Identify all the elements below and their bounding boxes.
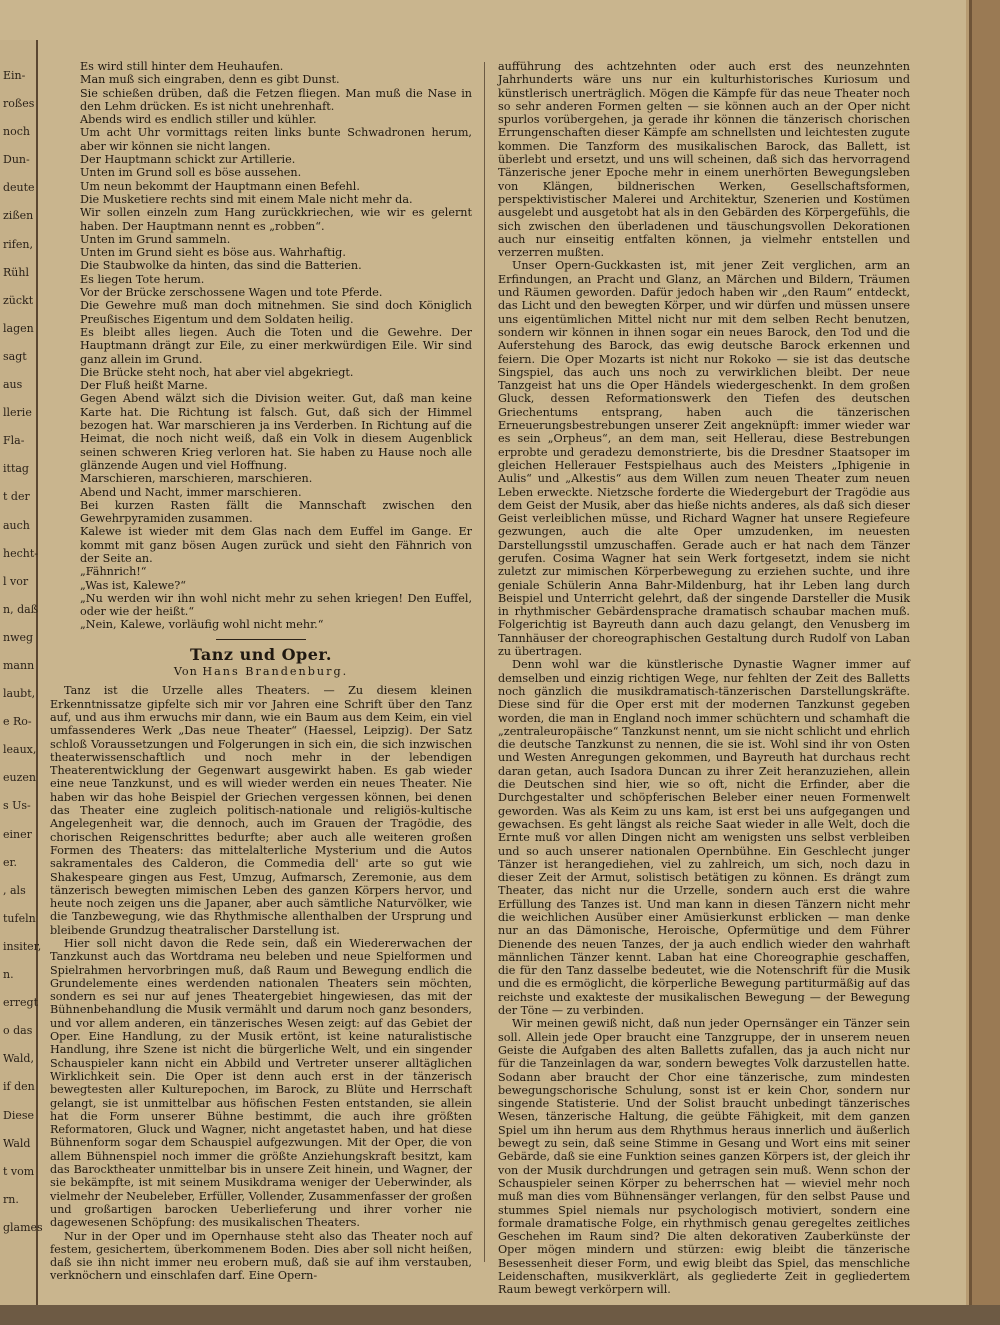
- previous-page-fragment: auch: [3, 518, 30, 532]
- previous-page-fragment: llerie: [3, 406, 32, 420]
- article-paragraph: Unser Opern-Guckkasten ist, mit jener Zeit verglichen, arm an Erfindungen, an Pracht und Glanz, an Märchen und Bildern, Träumen und Räumen geworden. Dafür jedoch haben wir „den Raum“ entdeckt, das Licht und den bewegten Körper, und wir dürfen und müssen unsere uns eigentümlichen Mittel nicht nur mit dem selben Recht benutzen, sondern wir können in ihnen sogar ein neues Barock, den Tod und die Auferstehung des Barock, das ewig deutsche Barock erkennen und feiern. Die Oper Mozarts ist nicht nur Rokoko — sie ist das deutsche Singspiel, das auch uns noch zu verwirklichen bleibt. Der neue Tanzgeist hat uns die Oper Händels wiedergeschenkt. In dem großen Gluck, dessen Reformationswerk den Tiefen des deutschen Griechentums entsprang, haben auch die tänzerischen Erneuerungsbestrebungen unserer Zeit angeknüpft: immer wieder war es sein „Orpheus“, an dem man, seit Hellerau, diese Bestrebungen erprobte und geradezu demonstrierte, bis die Dresdner Staatsoper im gleichen Hellerauer Festspielhaus auch des Meisters „Iphigenie in Aulis“ und „Alkestis“ aus dem Willen zum neuen Theater zum neuen Leben erweckte. Nietzsche forderte die Wiedergeburt der Tragödie aus dem Geist der Musik, aber das hieße nichts anderes, als daß sich dieser Geist verleiblichen müsse, und Richard Wagner hat unsere Regiefeure gezwungen, auch die alte Oper umzudenken, im neuesten Darstellungsstil umzuschaffen. Gerade auch er hat nach dem Tänzer gerufen. Cosima Wagner hat sein Werk fortgesetzt, indem sie nicht zuletzt zur mimischen Körperbewegung zu erziehen suchte, und ihre geniale Schülerin Anna Bahr-Mildenburg, hat ihr Leben lang durch Beispiel und Unterricht gelehrt, daß der singende Darsteller die Musik in rhythmischer Gebärdensprache dramatisch schaubar machen muß. Folgerichtig ist Bayreuth dann auch dazu gelangt, den Venusberg im Tannhäuser der choreographischen Gestaltung durch Rudolf von Laban zu übertragen.: [498, 259, 910, 659]
- article-paragraph: Denn wohl war die künstlerische Dynastie Wagner immer auf demselben und einzig richtigen Wege, nur fehlten der Zeit des Balletts noch gänzlich die musikdramatisch-tänzerischen Darstellungskräfte. Diese sind für die Oper erst mit der modernen Tanzkunst gegeben worden, die man in England noch immer schüchtern und schamhaft die „zentraleuropäische“ Tanzkunst nennt, um sie nicht schlicht und ehrlich die deutsche Tanzkunst zu nennen, die sie ist. Wohl sind ihr von Osten und Westen Anregungen gekommen, und Bayreuth hat durchaus recht daran getan, auch Isadora Duncan zu ihrer Zeit heranzuziehen, allein die Deutschen sind hier, wie so oft, nicht die Erfinder, aber die Durchgestalter und schöpferischen Beleber einer neuen Formenwelt geworden. Was als Keim zu uns kam, ist erst bei uns aufgegangen und gewachsen. Es geht längst als reiche Saat wieder in alle Welt, doch die Ernte muß vor allen Dingen nicht am wenigsten uns selbst verbleiben und so auch unserer nationalen Opernbühne. Ein Geschlecht junger Tänzer ist herangediehen, viel zu zahlreich, um sich, noch dazu in dieser Zeit der Armut, solistisch betätigen zu können. Es drängt zum Theater, das nicht nur die Urzelle, sondern auch erst die wahre Erfüllung des Tanzes ist. Und man kann in diesen Tänzern nicht mehr die weichlichen Ausüber einer Amüsierkunst erblicken — man denke nur an das Dämonische, Heroische, Opfermütige und dem Führer Dienende des neuen Tanzes, der ja auch endlich wieder den wahrhaft männlichen Tänzer kennt. Laban hat eine Choreographie geschaffen, die für den Tanz dasselbe bedeutet, wie die Notenschrift für die Musik und die es ermöglicht, die körperliche Bewegung partiturmäßig auf das reichste und exakteste der musikalischen Bewegung — der Bewegung der Töne — zu verbinden.: [498, 658, 910, 1018]
- story-line: „Fähnrich!“: [80, 565, 147, 579]
- previous-page-fragment: if den: [3, 1080, 35, 1094]
- story-line: Es wird still hinter dem Heuhaufen.: [80, 60, 284, 73]
- story-line: Die Brücke steht noch, hat aber viel abgekriegt.: [80, 365, 354, 379]
- binding-edge: [969, 0, 1000, 1325]
- previous-page-fragment: laubt,: [3, 687, 36, 701]
- story-line: Es liegen Tote herum.: [80, 272, 205, 286]
- previous-page-fragment: sagt: [3, 349, 27, 363]
- previous-page-fragment: Wald: [3, 1136, 31, 1150]
- previous-page-edge: [0, 40, 43, 1305]
- right-column: [498, 60, 910, 1297]
- story-line: Der Hauptmann schickt zur Artillerie.: [80, 153, 296, 167]
- previous-page-fragment: zückt: [3, 293, 34, 307]
- previous-page-fragment: aus: [3, 378, 23, 392]
- previous-page-fragment: t der: [3, 490, 30, 504]
- previous-page-fragment: er.: [3, 855, 18, 869]
- left-column: [50, 60, 472, 1283]
- article-paragraph: aufführung des achtzehnten oder auch erst des neunzehnten Jahrhunderts wäre uns nur ein kulturhistorisches Kuriosum und künstlerisch unerträglich. Mögen die Kämpfe für das neue Theater noch so sehr anderen Formen gelten — sie können auch an der Oper nicht spurlos vorübergehen, ja gerade ihr können die tänzerisch chorischen Errungenschaften dieser Kämpfe am schnellsten und leichtesten zugute kommen. Die Tanzform des musikalischen Barock, das Ballett, ist überlebt und ersetzt, und uns will scheinen, daß sich das hervorragend Tänzerische jener Epoche mehr in einem unerhörten Bewegungsleben von Klängen, bildnerischen Werken, Gesellschaftsformen, perspektivistischer Malerei und Architektur, Szenerien und Kostümen ausgelebt und ausgetobt hat als in den Gebärden des Körpergefühls, die sich zwischen den überladenen und täuschungsvollen Dekorationen auch nur einseitig entfalten können, ja vielmehr entstellen und verzerren mußten.: [498, 60, 910, 260]
- story-line: Kalewe ist wieder mit dem Glas nach dem Euffel im Gange. Er kommt mit ganz bösen Augen zurück und sieht den Fähnrich von der Seite an.: [80, 525, 472, 565]
- previous-page-fragment: Dun-: [3, 153, 30, 167]
- previous-page-fragment: s Us-: [3, 799, 31, 813]
- story-line: Die Staubwolke da hinten, das sind die Batterien.: [80, 259, 362, 273]
- previous-page-fragment: einer: [3, 827, 32, 841]
- story-line: Die Gewehre muß man doch mitnehmen. Sie sind doch Königlich Preußisches Eigentum und dem Soldaten heilig.: [80, 299, 472, 326]
- story-line: „Was ist, Kalewe?“: [80, 578, 186, 592]
- previous-page-fragment: insiter,: [3, 939, 42, 953]
- article-paragraph: Hier soll nicht davon die Rede sein, daß ein Wiedererwachen der Tanzkunst auch das Wortdrama neu beleben und neue Spielformen und Spielrahmen hervorbringen muß, daß Raum und Bewegung endlich die Grundelemente eines werdenden nationalen Theaters sein möchten, sondern es sei nur auf jenes Theatergebiet hingewiesen, das mit der Bühnenbehandlung die Musik vermählt und darum noch ganz besonders, und vor allem anderen, ein tänzerisches Wesen zeigt: auf das Gebiet der Oper. Eine Handlung, zu der Musik ertönt, ist keine naturalistische Handlung, ihre Szene ist nicht die bürgerliche Welt, und ein singender Schauspieler kann nicht ein Abbild und Vertreter unserer alltäglichen Wirklichkeit sein. Die Oper ist denn auch erst in der tänzerisch bewegtesten aller Kulturepochen, im Barock, zu Blüte und Herrschaft gelangt, sie ist unmittelbar aus höfischen Festen entstanden, sie allein hat die Form unserer Bühne bestimmt, die auch ihre größten Reformatoren, Gluck und Wagner, nicht angetastet haben, und hat diese Bühnenform sogar dem Schauspiel aufgezwungen. Mit der Oper, die von allem Bühnenspiel noch immer die größte Anziehungskraft besitzt, kam das Barocktheater unmittelbar bis in unsere Zeit hinein, und Wagner, der sie bekämpfte, ist mit seinem Musikdrama weniger der Ueberwinder, als vielmehr der Neubeleber, Erfüller, Vollender, Zusammenfasser der großen und großartigen barocken Ueberlieferung und ihrer vorher nie dagewesenen Schöpfung: des musikalischen Theaters.: [50, 937, 472, 1230]
- byline-prefix: Von: [173, 665, 198, 679]
- story-line: Der Fluß heißt Marne.: [80, 379, 208, 393]
- previous-page-fragment: rn.: [3, 1192, 19, 1206]
- previous-page-fragment: Wald,: [3, 1052, 34, 1066]
- story-line: Wir sollen einzeln zum Hang zurückkriechen, wie wir es gelernt haben. Der Hauptmann nennt es „robben“.: [80, 206, 472, 233]
- previous-page-fragment: hecht-: [3, 546, 38, 560]
- previous-page-fragment: n.: [3, 968, 14, 982]
- previous-page-fragment: leaux,: [3, 743, 37, 757]
- previous-page-fragment: t vom: [3, 1164, 35, 1178]
- previous-page-fragment: euzen: [3, 771, 36, 785]
- story-ending: [50, 60, 472, 632]
- previous-page-fragment: erregt: [3, 996, 38, 1010]
- story-line: „Nu werden wir ihn wohl nicht mehr zu sehen kriegen! Den Euffel, oder wie der heißt.“: [80, 591, 472, 619]
- story-line: Abend und Nacht, immer marschieren.: [80, 485, 302, 499]
- previous-page-fragment: zißen: [3, 209, 34, 223]
- story-line: „Nein, Kalewe, vorläufig wohl nicht mehr.“: [80, 618, 324, 632]
- story-line: Unten im Grund soll es böse aussehen.: [80, 166, 302, 180]
- story-line: Man muß sich eingraben, denn es gibt Dunst.: [80, 73, 340, 87]
- previous-page-fragment: rifen,: [3, 237, 33, 251]
- story-line: Vor der Brücke zerschossene Wagen und tote Pferde.: [80, 286, 383, 300]
- previous-page-fragment: noch: [3, 125, 30, 139]
- previous-page-fragment: o das: [3, 1024, 33, 1038]
- story-line: Gegen Abend wälzt sich die Division weiter. Gut, daß man keine Karte hat. Die Richtung ist falsch. Gut, daß sich der Himmel bezogen hat. War marschieren ja ins Verderben. In Richtung auf die Heimat, die noch nicht weiß, daß ein Volk in diesem Augenblick seinen schweren Krieg verloren hat. Sie haben zu Hause noch alle glänzende Augen und viel Hoffnung.: [80, 392, 472, 472]
- article-paragraph: Tanz ist die Urzelle alles Theaters. — Zu diesem kleinen Erkenntnissatze gipfelte sich mir vor Jahren eine Schrift über den Tanz auf, und aus ihm erwuchs mir dann, wie ein Baum aus dem Keim, ein viel umfassenderes Werk „Das neue Theater“ (Haessel, Leipzig). Der Satz schloß Voraussetzungen und Folgerungen in sich ein, die sich inzwischen theaterwissenschaftlich und noch mehr in der lebendigen Theaterentwicklung der Gegenwart ausgewirkt haben. Es gab wieder eine neue Tanzkunst, und es will wieder werden ein neues Theater. Nie haben wir das hohe Beispiel der Griechen vergessen können, bei denen das Theater eine zugleich politisch-nationale und religiös-kultische Angelegenheit war, die dennoch, auch im Grauen der Tragödie, des chorischen Reigenschrittes bedurfte; aber auch alle weiteren großen Formen des Theaters: das mittelalterliche Mysterium und die Autos sakramentales des Calderon, die Commedia dell' arte so gut wie Shakespeare gingen aus Fest, Umzug, Aufmarsch, Zeremonie, aus dem tänzerisch bewegten mimischen Leben des ganzen Körpers hervor, und heute noch zeigen uns die Japaner, aber auch sämtliche Naturvölker, wie die Tanzbewegung, wie das Rhythmische allenthalben der Ursprung und bleibende Grundzug theatralischer Darstellung ist.: [50, 684, 472, 937]
- previous-page-fragment: Fla-: [3, 434, 25, 448]
- previous-page-fragment: glames: [3, 1220, 43, 1234]
- article-paragraph: Nur in der Oper und im Opernhause steht also das Theater noch auf festem, gesichertem, überkommenem Boden. Dies aber soll nicht heißen, daß sie ihn nicht immer neu erobern muß, daß sie auf ihm verstauben, verknöchern und einschlafen darf. Eine Opern-: [50, 1229, 472, 1283]
- previous-page-fragment: Diese: [3, 1108, 35, 1122]
- previous-page-fragment: n, daß: [3, 602, 39, 616]
- article-title: Tanz und Oper.: [190, 644, 332, 664]
- previous-page-fragment: Rühl: [3, 265, 29, 279]
- story-line: Die Musketiere rechts sind mit einem Male nicht mehr da.: [80, 192, 413, 206]
- story-line: Unten im Grund sammeln.: [80, 232, 231, 246]
- story-line: Sie schießen drüben, daß die Fetzen fliegen. Man muß die Nase in den Lehm drücken. Es ist nicht unehrenhaft.: [80, 86, 472, 113]
- story-line: Abends wird es endlich stiller und kühler.: [80, 113, 317, 127]
- previous-page-fragment: ittag: [3, 462, 29, 476]
- article-paragraph: Wir meinen gewiß nicht, daß nun jeder Opernsänger ein Tänzer sein soll. Allein jede Oper braucht eine Tanzgruppe, der in unserem neuen Geiste die Aufgaben des alten Balletts zufallen, das ja auch nicht nur für die Tanzeinlagen da war, sondern bewegtes Volk darzustellen hatte. Sodann aber braucht der Chor eine tänzerische, zum mindesten bewegungschorische Schulung, sonst ist er kein Chor, sondern nur singende Statisterie. Und der Solist braucht unbedingt tänzerisches Wesen, tänzerische Haltung, die geübte Fähigkeit, mit dem ganzen Spiel um ihn herum aus dem Rhythmus heraus innerlich und äußerlich bewegt zu sein, daß seine Stimme in Gesang und Wort eins mit seiner Gebärde, daß sie eine Funktion seines ganzen Körpers ist, der gleich ihr von der Musik durchdrungen und getragen sein muß. Wenn schon der Schauspieler seinen Körper zu beherrschen hat — wieviel mehr noch muß man dies vom Bühnensänger verlangen, für den selbst Pause und stummes Spiel niemals nur psychologisch motiviert, sondern eine formale dramatische Folge, ein rhythmisch genau geregeltes zeitliches Geschehen im Raum sind? Die alten dekorativen Zauberkünste der Oper mögen mindern und stürzen: ewig bleibt die tänzerische Besessenheit dieser Form, und ewig bleibt das Spiel, das menschliche Leidenschaften, musikverklärt, als gegliederte Zeit in gegliedertem Raum bewegt verkörpern will.: [498, 1017, 910, 1297]
- story-line: Um acht Uhr vormittags reiten links bunte Schwadronen herum, aber wir können sie nicht langen.: [80, 126, 472, 153]
- previous-page-fragment: , als: [3, 883, 26, 897]
- bottom-edge: [0, 1305, 1000, 1325]
- section-divider: [216, 639, 306, 640]
- previous-page-fragment: roßes: [3, 97, 35, 111]
- previous-page-fragment: mann: [3, 659, 35, 672]
- story-line: Unten im Grund sieht es böse aus. Wahrhaftig.: [80, 246, 346, 260]
- column-rule: [484, 62, 485, 1262]
- story-line: Um neun bekommt der Hauptmann einen Befehl.: [80, 179, 360, 193]
- article-author: Hans Brandenburg.: [202, 665, 349, 679]
- story-line: Bei kurzen Rasten fällt die Mannschaft zwischen den Gewehrpyramiden zusammen.: [80, 498, 472, 526]
- article-byline: [50, 665, 472, 678]
- previous-page-fragment: nweg: [3, 630, 34, 644]
- previous-page-fragment: tufeln: [3, 911, 36, 925]
- story-line: Es bleibt alles liegen. Auch die Toten und die Gewehre. Der Hauptmann drängt zur Eile, zu einer merkwürdigen Eile. Wir sind ganz allein im Grund.: [80, 325, 472, 366]
- previous-page-fragment: lagen: [3, 321, 34, 335]
- story-line: Marschieren, marschieren, marschieren.: [80, 472, 313, 486]
- previous-page-fragment: l vor: [3, 574, 29, 588]
- previous-page-fragment: Ein-: [3, 69, 26, 82]
- previous-page-fragment: deute: [3, 181, 35, 195]
- previous-page-fragment: e Ro-: [3, 715, 32, 729]
